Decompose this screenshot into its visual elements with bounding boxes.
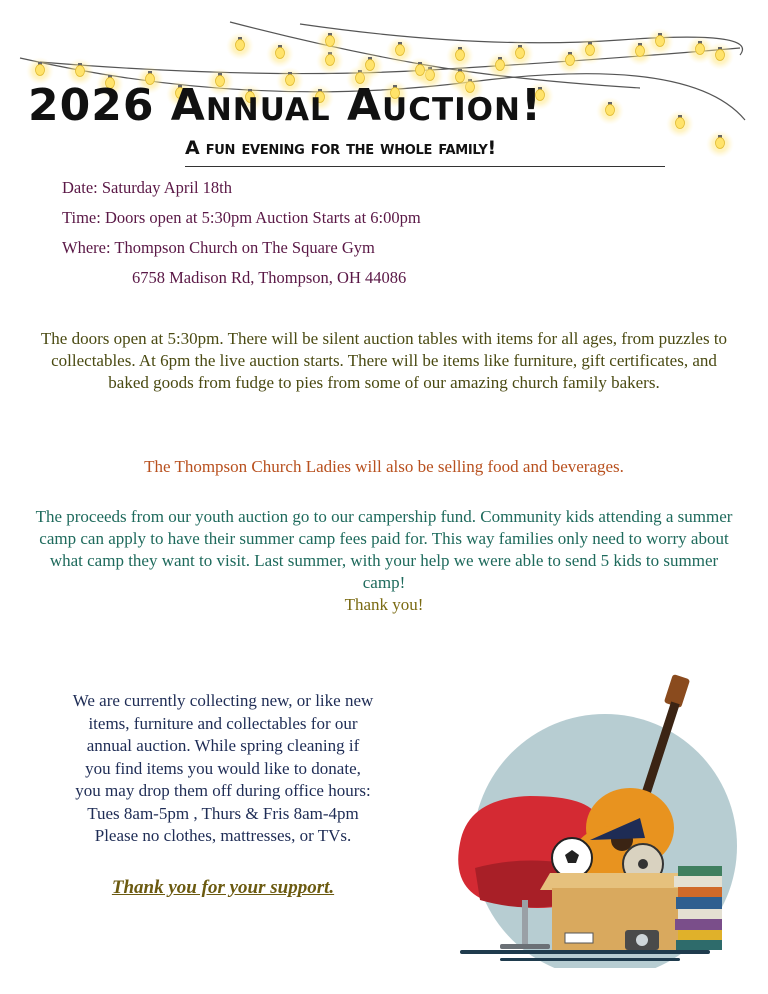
light-bulb-icon	[326, 55, 335, 66]
light-bulb-icon	[586, 45, 595, 56]
light-bulb-icon	[396, 45, 405, 56]
donation-line: you find items you would like to donate,	[85, 758, 361, 778]
auction-description: The doors open at 5:30pm. There will be silent auction tables with items for all ages, from puzzles to collectables. At 6pm the live auction starts. There will be items like furniture, gift certificates, and baked goods from fudge to pies from some of our amazing church family bakers.	[40, 329, 728, 392]
page-subtitle: A fun evening for the whole family!	[185, 137, 496, 159]
light-bulb-icon	[696, 44, 705, 55]
light-bulb-icon	[456, 50, 465, 61]
donation-line: annual auction. While spring cleaning if	[86, 736, 360, 755]
light-bulb-icon	[716, 50, 725, 61]
book-stack-icon	[674, 866, 722, 950]
light-bulb-icon	[366, 60, 375, 71]
subtitle-underline	[185, 166, 665, 167]
soccer-ball-icon	[552, 838, 592, 878]
light-bulb-icon	[416, 65, 425, 76]
event-location: Where: Thompson Church on The Square Gym	[62, 238, 375, 257]
donation-notice	[18, 690, 428, 848]
event-date: Date: Saturday April 18th	[62, 178, 233, 197]
light-bulb-icon	[606, 105, 615, 116]
donation-restrictions: Please no clothes, mattresses, or TVs.	[94, 826, 352, 845]
light-bulb-icon	[76, 66, 85, 77]
light-bulb-icon	[326, 36, 335, 47]
camera-icon	[625, 930, 659, 950]
donation-line: you may drop them off during office hours:	[75, 781, 371, 800]
light-bulb-icon	[496, 60, 505, 71]
donation-line: We are currently collecting new, or like new	[72, 691, 374, 710]
light-bulb-icon	[276, 48, 285, 59]
food-note: The Thompson Church Ladies will also be selling food and beverages.	[144, 457, 624, 476]
light-bulb-icon	[656, 36, 665, 47]
event-details	[62, 173, 421, 293]
light-bulb-icon	[236, 40, 245, 51]
light-bulb-icon	[36, 65, 45, 76]
campership-text: The proceeds from our youth auction go to our campership fund. Community kids attending a summer camp can apply to have their summer camp fees paid for. This way families only need to worry about what camp they want to visit. Last summer, with your help we were able to send 5 kids to summer camp!	[35, 507, 733, 592]
donation-illustration	[440, 668, 750, 968]
support-thanks: Thank you for your support.	[111, 877, 335, 898]
event-time: Time: Doors open at 5:30pm Auction Starts at 6:00pm	[62, 208, 421, 227]
page-title: 2026 Annual Auction!	[28, 80, 543, 131]
light-bulb-icon	[636, 46, 645, 57]
light-bulb-icon	[566, 55, 575, 66]
office-hours: Tues 8am-5pm , Thurs & Fris 8am-4pm	[87, 803, 359, 823]
light-bulb-icon	[676, 118, 685, 129]
light-bulb-icon	[716, 138, 725, 149]
campership-paragraph	[30, 506, 738, 616]
light-bulb-icon	[516, 48, 525, 59]
donation-line: items, furniture and collectables for our	[88, 713, 358, 733]
thank-you-text: Thank you!	[344, 595, 424, 614]
event-address: 6758 Madison Rd, Thompson, OH 44086	[132, 268, 407, 287]
cardboard-box-icon	[540, 873, 695, 950]
